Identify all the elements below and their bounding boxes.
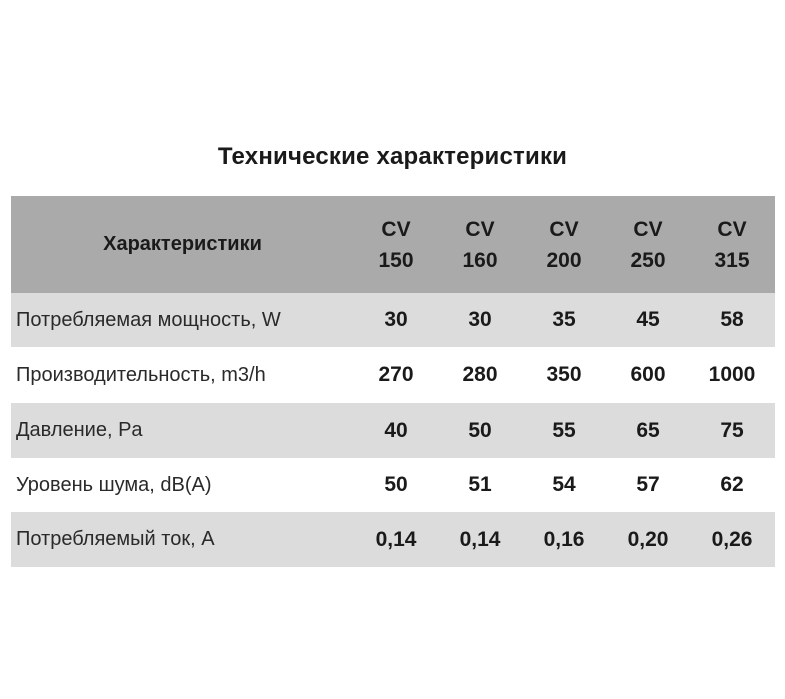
model-header-line1: CV bbox=[465, 217, 495, 241]
model-header-line2: 200 bbox=[546, 248, 582, 272]
row-label: Давление, Pa bbox=[16, 419, 143, 441]
row-label: Потребляемая мощность, W bbox=[16, 308, 281, 331]
row-label: Уровень шума, dB(A) bbox=[16, 473, 212, 496]
table-row bbox=[11, 512, 775, 567]
model-header-line2: 250 bbox=[630, 248, 666, 272]
model-header-line2: 315 bbox=[714, 248, 750, 272]
model-header-cv250 bbox=[606, 214, 690, 276]
header-label: Характеристики bbox=[103, 233, 262, 255]
table-cell: 0,14 bbox=[375, 527, 417, 551]
table-cell: 0,26 bbox=[711, 527, 753, 551]
row-label: Производительность, m3/h bbox=[16, 363, 266, 386]
model-header-line2: 160 bbox=[462, 248, 498, 272]
table-cell: 45 bbox=[636, 308, 660, 331]
table-cell: 350 bbox=[546, 363, 582, 386]
table-cell: 62 bbox=[720, 473, 744, 496]
table-cell: 50 bbox=[468, 418, 492, 442]
table-cell: 35 bbox=[552, 308, 576, 331]
table-cell: 58 bbox=[720, 308, 744, 331]
model-header-line2: 150 bbox=[378, 248, 414, 272]
page-title: Технические характеристики bbox=[217, 143, 568, 170]
model-header-cv150 bbox=[354, 214, 438, 276]
model-header-line1: CV bbox=[549, 217, 579, 241]
table-row bbox=[11, 347, 775, 403]
specs-table bbox=[11, 196, 775, 567]
table-cell: 0,14 bbox=[459, 527, 501, 551]
table-cell: 54 bbox=[552, 473, 576, 496]
model-header-cv160 bbox=[438, 214, 522, 276]
table-cell: 40 bbox=[384, 418, 408, 442]
table-row bbox=[11, 403, 775, 458]
table-cell: 0,16 bbox=[543, 527, 585, 551]
table-header-row bbox=[11, 196, 775, 293]
table-row bbox=[11, 458, 775, 512]
table-cell: 51 bbox=[468, 473, 492, 496]
model-header-cv315 bbox=[690, 214, 774, 276]
model-header-line1: CV bbox=[717, 217, 747, 241]
table-cell: 30 bbox=[468, 308, 492, 331]
table-cell: 75 bbox=[720, 418, 744, 442]
table-cell: 65 bbox=[636, 418, 660, 442]
model-header-line1: CV bbox=[381, 217, 411, 241]
table-row bbox=[11, 293, 775, 347]
table-cell: 55 bbox=[552, 418, 576, 442]
model-header-line1: CV bbox=[633, 217, 663, 241]
row-label: Потребляемый ток, А bbox=[16, 528, 215, 550]
table-cell: 30 bbox=[384, 308, 408, 331]
table-cell: 270 bbox=[378, 363, 414, 386]
table-cell: 280 bbox=[462, 363, 498, 386]
table-cell: 0,20 bbox=[627, 527, 669, 551]
table-cell: 1000 bbox=[708, 363, 756, 386]
table-cell: 57 bbox=[636, 473, 660, 496]
table-cell: 50 bbox=[384, 473, 408, 496]
model-header-cv200 bbox=[522, 214, 606, 276]
table-cell: 600 bbox=[630, 363, 666, 386]
